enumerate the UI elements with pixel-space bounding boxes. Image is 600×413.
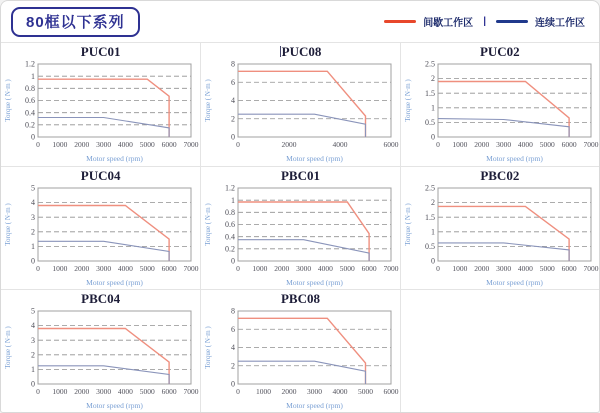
x-tick-label: 4000 [318, 263, 334, 273]
x-tick-label: 5000 [139, 387, 155, 397]
x-tick-label: 6000 [383, 387, 399, 397]
x-tick-label: 0 [36, 387, 40, 397]
series-continuous-line [238, 239, 369, 260]
x-tick-label: 2000 [74, 387, 90, 397]
legend [384, 14, 585, 29]
x-tick-label: 0 [36, 140, 40, 149]
y-tick-label: 5 [31, 306, 35, 316]
series-continuous-line [438, 242, 569, 260]
x-tick-label: 1000 [252, 263, 268, 273]
x-tick-label: 2000 [74, 263, 90, 273]
x-tick-label: 3000 [96, 140, 112, 149]
chart-cell-puc01 [1, 42, 200, 166]
x-tick-label: 5000 [358, 387, 374, 397]
series-continuous-line [238, 114, 366, 137]
series-intermittent-line [238, 71, 366, 137]
x-tick-label: 7000 [383, 263, 399, 273]
x-tick-label: 7000 [183, 387, 199, 397]
x-tick-label: 3000 [296, 263, 312, 273]
chart-cell-puc02 [400, 42, 599, 166]
y-tick-label: 0.5 [424, 118, 435, 127]
legend-separator: | [483, 16, 486, 27]
x-tick-label: 1000 [452, 140, 468, 149]
x-tick-label: 3000 [307, 387, 323, 397]
series-badge: 80框以下系列 [11, 7, 140, 37]
x-tick-label: 5000 [539, 263, 555, 273]
x-axis-label: Motor speed (rpm) [286, 401, 344, 411]
x-tick-label: 0 [435, 140, 440, 149]
x-tick-label: 4000 [332, 387, 348, 397]
y-tick-label: 0.8 [225, 207, 236, 217]
chart-title: PUC08 [281, 44, 322, 59]
x-tick-label: 0 [236, 387, 241, 397]
x-tick-label: 1000 [52, 140, 68, 149]
y-tick-label: 0.5 [424, 241, 435, 251]
y-tick-label: 0.4 [225, 231, 236, 241]
x-tick-label: 0 [236, 263, 241, 273]
y-tick-label: 0.2 [25, 120, 35, 130]
chart-title: PBC01 [280, 167, 320, 183]
x-tick-label: 2000 [281, 387, 297, 397]
plot-border [38, 311, 191, 384]
y-tick-label: 5 [31, 183, 35, 193]
chart-title: PUC02 [479, 44, 520, 59]
chart-cell-pbc02 [400, 166, 599, 290]
y-axis-label: Torque ( N·m ) [4, 79, 12, 122]
x-tick-label: 2000 [473, 140, 489, 149]
x-axis-label: Motor speed (rpm) [485, 277, 543, 287]
chart-pbc02 [401, 183, 599, 290]
y-tick-label: 1.5 [424, 212, 435, 222]
x-tick-label: 3000 [495, 140, 511, 149]
x-tick-label: 5000 [139, 140, 155, 149]
x-tick-label: 2000 [274, 263, 290, 273]
header [1, 1, 599, 42]
x-tick-label: 4000 [332, 140, 348, 149]
x-tick-label: 6000 [561, 140, 577, 149]
x-tick-label: 3000 [495, 263, 511, 273]
x-tick-label: 4000 [517, 263, 533, 273]
y-tick-label: 1 [430, 103, 435, 113]
y-tick-label: 0.4 [25, 108, 35, 118]
x-tick-label: 3000 [96, 387, 112, 397]
empty-cell [400, 289, 599, 413]
y-tick-label: 1 [231, 195, 236, 205]
y-tick-label: 1.5 [424, 88, 435, 98]
x-tick-label: 7000 [583, 140, 599, 149]
chart-puc08 [201, 59, 399, 166]
x-tick-label: 7000 [183, 140, 199, 149]
x-axis-label: Motor speed (rpm) [286, 277, 344, 287]
chart-title: PBC04 [81, 291, 121, 307]
series-continuous-line [38, 241, 169, 261]
x-tick-label: 5000 [340, 263, 356, 273]
x-axis-label: Motor speed (rpm) [86, 277, 143, 287]
y-tick-label: 2.5 [424, 183, 435, 193]
x-tick-label: 6000 [161, 140, 177, 149]
series-continuous-line [238, 361, 366, 384]
y-axis-label: Torque ( N·m ) [204, 326, 213, 369]
x-tick-label: 2000 [473, 263, 489, 273]
y-tick-label: 0 [31, 132, 35, 142]
x-tick-label: 6000 [383, 140, 399, 149]
chart-title: PUC01 [80, 44, 121, 59]
x-axis-label: Motor speed (rpm) [86, 154, 143, 163]
chart-svg [201, 59, 399, 164]
y-tick-label: 0 [430, 256, 435, 266]
y-tick-label: 2 [430, 74, 435, 84]
x-tick-label: 5000 [539, 140, 555, 149]
chart-cell-pbc08 [200, 289, 399, 413]
y-tick-label: 2 [31, 226, 35, 236]
series-continuous-line [438, 119, 569, 137]
y-tick-label: 0.8 [25, 83, 35, 93]
continuous-line-swatch [496, 20, 528, 23]
y-tick-label: 1.2 [25, 59, 35, 69]
chart-title: PBC08 [280, 291, 320, 307]
y-tick-label: 1 [31, 71, 35, 81]
y-tick-label: 8 [231, 306, 236, 316]
y-tick-label: 1 [31, 365, 35, 375]
x-axis-label: Motor speed (rpm) [485, 154, 543, 163]
chart-svg [201, 183, 399, 288]
y-axis-label: Torque ( N·m ) [4, 326, 12, 369]
chart-pbc01 [201, 183, 399, 290]
intermittent-line-swatch [384, 20, 416, 23]
y-tick-label: 2 [231, 361, 236, 371]
chart-puc01 [1, 59, 200, 166]
x-tick-label: 1000 [52, 263, 68, 273]
chart-svg [1, 183, 200, 288]
y-tick-label: 1 [430, 226, 435, 236]
y-axis-label: Torque ( N·m ) [204, 202, 213, 246]
y-axis-label: Torque ( N·m ) [403, 79, 412, 122]
x-axis-label: Motor speed (rpm) [286, 154, 344, 163]
x-tick-label: 1000 [452, 263, 468, 273]
x-tick-label: 0 [236, 140, 241, 149]
y-tick-label: 2 [430, 197, 435, 207]
chart-cell-puc04 [1, 166, 200, 290]
chart-svg [1, 59, 200, 164]
chart-svg [401, 183, 599, 288]
x-tick-label: 0 [435, 263, 440, 273]
x-tick-label: 7000 [183, 263, 199, 273]
chart-puc04 [1, 183, 200, 290]
series-intermittent-line [438, 82, 569, 138]
x-tick-label: 6000 [161, 263, 177, 273]
x-tick-label: 6000 [361, 263, 377, 273]
y-axis-label: Torque ( N·m ) [4, 202, 12, 246]
x-tick-label: 1000 [256, 387, 272, 397]
plot-border [38, 188, 191, 261]
y-tick-label: 8 [231, 59, 236, 69]
x-tick-label: 4000 [117, 140, 133, 149]
y-tick-label: 0 [31, 379, 35, 389]
series-continuous-line [38, 366, 169, 384]
chart-pbc04 [1, 306, 200, 413]
y-tick-label: 0.6 [225, 219, 236, 229]
y-tick-label: 0 [231, 379, 236, 389]
y-tick-label: 0 [430, 132, 435, 142]
chart-title: PBC02 [480, 167, 520, 183]
y-tick-label: 1 [31, 241, 35, 251]
x-tick-label: 2000 [281, 140, 297, 149]
chart-cell-pbc04 [1, 289, 200, 413]
x-tick-label: 6000 [161, 387, 177, 397]
y-tick-label: 3 [31, 335, 35, 345]
y-tick-label: 2.5 [424, 59, 435, 69]
y-tick-label: 4 [231, 343, 236, 353]
chart-grid [1, 42, 599, 413]
x-tick-label: 4000 [117, 263, 133, 273]
y-tick-label: 6 [231, 325, 236, 335]
series-continuous-line [38, 118, 169, 138]
x-tick-label: 4000 [517, 140, 533, 149]
x-tick-label: 0 [36, 263, 40, 273]
plot-border [438, 64, 591, 137]
y-tick-label: 0 [231, 256, 236, 266]
x-tick-label: 7000 [583, 263, 599, 273]
x-tick-label: 2000 [74, 140, 90, 149]
x-tick-label: 3000 [96, 263, 112, 273]
series-intermittent-line [38, 79, 169, 137]
x-axis-label: Motor speed (rpm) [86, 401, 143, 411]
chart-puc02 [401, 59, 599, 166]
y-axis-label: Torque ( N·m ) [403, 202, 412, 246]
x-tick-label: 6000 [561, 263, 577, 273]
chart-pbc08 [201, 306, 399, 413]
chart-svg [401, 59, 599, 164]
x-tick-label: 1000 [52, 387, 68, 397]
y-tick-label: 4 [31, 321, 35, 331]
y-tick-label: 6 [231, 77, 236, 87]
x-tick-label: 5000 [139, 263, 155, 273]
y-axis-label: Torque ( N·m ) [204, 79, 213, 122]
chart-svg [201, 306, 399, 411]
y-tick-label: 1.2 [225, 183, 236, 193]
text-cursor-artifact [280, 46, 281, 57]
y-tick-label: 4 [31, 197, 35, 207]
y-tick-label: 3 [31, 212, 35, 222]
chart-cell-puc08 [200, 42, 399, 166]
legend-label-intermittent: 间歇工作区 [423, 18, 474, 29]
series-intermittent-line [238, 202, 369, 261]
y-tick-label: 0.6 [25, 96, 35, 106]
series-intermittent-line [438, 206, 569, 261]
y-tick-label: 2 [231, 114, 236, 124]
series-intermittent-line [238, 318, 366, 384]
legend-label-continuous: 连续工作区 [535, 18, 585, 29]
y-tick-label: 0.2 [225, 244, 236, 254]
y-tick-label: 0 [231, 132, 236, 142]
y-tick-label: 2 [31, 350, 35, 360]
y-tick-label: 4 [231, 96, 236, 106]
chart-title: PUC04 [80, 167, 121, 183]
chart-cell-pbc01 [200, 166, 399, 290]
x-tick-label: 4000 [117, 387, 133, 397]
series-intermittent-line [38, 329, 169, 385]
chart-svg [1, 306, 200, 411]
series-intermittent-line [38, 205, 169, 261]
y-tick-label: 0 [31, 256, 35, 266]
